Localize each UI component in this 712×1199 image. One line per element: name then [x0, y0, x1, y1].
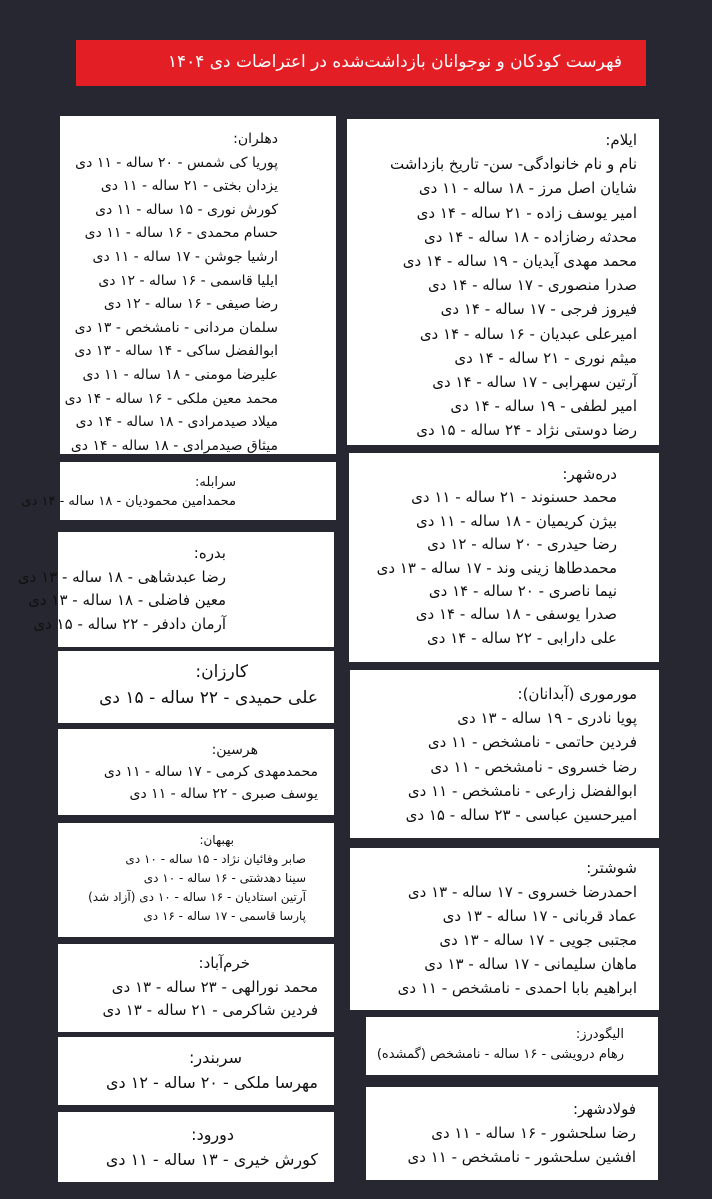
- list-item: علیرضا مومنی - ۱۸ ساله - ۱۱ دی: [82, 366, 278, 383]
- section-heading: سرابله:: [195, 475, 236, 490]
- list-item: رضا خسروی - نامشخص - ۱۱ دی: [430, 757, 637, 776]
- list-item: نیما ناصری - ۲۰ ساله - ۱۴ دی: [428, 582, 617, 601]
- section-heading: شوشتر:: [586, 859, 637, 877]
- list-item: محدثه رضازاده - ۱۸ ساله - ۱۴ دی: [424, 227, 637, 246]
- section-dorud: [58, 1112, 334, 1182]
- list-item: ارشیا جوشن - ۱۷ ساله - ۱۱ دی: [92, 248, 278, 265]
- list-item: علی حمیدی - ۲۲ ساله - ۱۵ دی: [99, 688, 318, 708]
- section-badreh: [17, 532, 334, 647]
- list-item: احمدرضا خسروی - ۱۷ ساله - ۱۳ دی: [407, 883, 637, 901]
- list-item: مجتبی جویی - ۱۷ ساله - ۱۳ دی: [439, 931, 637, 949]
- list-item: امیرحسین عباسی - ۲۳ ساله - ۱۵ دی: [405, 806, 637, 825]
- section-ilam: [347, 119, 659, 445]
- list-item: یزدان بختی - ۲۱ ساله - ۱۱ دی: [100, 178, 278, 195]
- section-harsin: [58, 729, 334, 815]
- list-item: کورش نوری - ۱۵ ساله - ۱۱ دی: [95, 201, 278, 218]
- list-item: رضا حیدری - ۲۰ ساله - ۱۲ دی: [427, 535, 617, 554]
- list-item: پویا نادری - ۱۹ ساله - ۱۳ دی: [457, 709, 637, 728]
- section-heading: بدره:: [193, 544, 226, 562]
- section-aligudarz: [366, 1017, 658, 1075]
- section-fooladshahr: [366, 1087, 658, 1180]
- list-item: بیژن کریمیان - ۱۸ ساله - ۱۱ دی: [415, 511, 617, 530]
- list-item: ابراهیم بابا احمدی - نامشخص - ۱۱ دی: [397, 979, 637, 997]
- list-item: ایلیا قاسمی - ۱۶ ساله - ۱۲ دی: [98, 272, 278, 289]
- section-heading: فولادشهر:: [573, 1100, 636, 1118]
- list-item: پارسا قاسمی - ۱۷ ساله - ۱۶ دی: [143, 909, 306, 923]
- list-item: فردین حاتمی - نامشخص - ۱۱ دی: [427, 733, 637, 752]
- list-item: میلاد صیدمرادی - ۱۸ ساله - ۱۴ دی: [75, 414, 278, 431]
- list-item: معین فاضلی - ۱۸ ساله - ۱۳ دی: [28, 591, 226, 609]
- list-item: سلمان مردانی - نامشخص - ۱۳ دی: [74, 319, 278, 336]
- list-item: محمدمهدی کرمی - ۱۷ ساله - ۱۱ دی: [103, 764, 318, 780]
- list-item: میثم نوری - ۲۱ ساله - ۱۴ دی: [454, 348, 637, 367]
- list-item: محمدامین محمودیان - ۱۸ ساله - ۱۴ دی: [21, 494, 236, 509]
- list-item: آرمان دادفر - ۲۲ ساله - ۱۵ دی: [33, 614, 226, 633]
- list-item: نام و نام خانوادگی- سن- تاریخ بازداشت: [390, 155, 637, 174]
- section-heading: سربندر:: [188, 1048, 242, 1067]
- list-item: مهرسا ملکی - ۲۰ ساله - ۱۲ دی: [106, 1073, 318, 1092]
- list-item: امیر لطفی - ۱۹ ساله - ۱۴ دی: [450, 397, 637, 416]
- list-item: محمد نورالهی - ۲۳ ساله - ۱۳ دی: [111, 977, 318, 996]
- section-dehloran: [60, 116, 336, 454]
- list-item: آرتین سهرابی - ۱۷ ساله - ۱۴ دی: [432, 373, 637, 392]
- list-item: صدرا منصوری - ۱۷ ساله - ۱۴ دی: [428, 276, 637, 295]
- section-khorramabad: [58, 944, 334, 1032]
- list-item: آرتین استادیان - ۱۶ ساله - ۱۰ دی (آزاد شد): [88, 890, 306, 904]
- section-heading: الیگودرز:: [575, 1027, 624, 1042]
- list-item: صدرا یوسفی - ۱۸ ساله - ۱۴ دی: [415, 605, 617, 624]
- list-item: ماهان سلیمانی - ۱۷ ساله - ۱۳ دی: [424, 955, 637, 973]
- section-heading: دورود:: [191, 1125, 234, 1144]
- section-heading: کارزان:: [195, 662, 248, 682]
- list-item: امیر یوسف زاده - ۲۱ ساله - ۱۴ دی: [416, 203, 637, 222]
- list-item: رضا عبدشاهی - ۱۸ ساله - ۱۳ دی: [17, 567, 226, 586]
- section-sarbandar: [58, 1037, 334, 1105]
- page-title: فهرست کودکان و نوجوانان بازداشت‌شده در اعتراضات دی ۱۴۰۴: [76, 40, 646, 86]
- section-heading: دهلران:: [233, 131, 278, 147]
- section-shushtar: [350, 848, 659, 1010]
- list-item: میثاق صیدمرادی - ۱۸ ساله - ۱۴ دی: [70, 437, 278, 454]
- list-item: ابوالفضل زارعی - نامشخص - ۱۱ دی: [407, 781, 637, 800]
- section-heading: مورموری (آبدانان):: [517, 685, 637, 703]
- list-item: امیرعلی عبدیان - ۱۶ ساله - ۱۴ دی: [419, 324, 637, 343]
- list-item: رضا دوستی نژاد - ۲۴ ساله - ۱۵ دی: [416, 421, 637, 440]
- section-heading: هرسین:: [211, 742, 258, 758]
- list-item: محمد مهدی آیدیان - ۱۹ ساله - ۱۴ دی: [402, 252, 637, 271]
- list-item: کورش خیری - ۱۳ ساله - ۱۱ دی: [105, 1150, 318, 1169]
- section-sarableh: [21, 462, 336, 520]
- list-item: محمدطاها زینی وند - ۱۷ ساله - ۱۳ دی: [376, 558, 617, 577]
- list-item: محمد معین ملکی - ۱۶ ساله - ۱۴ دی: [64, 390, 278, 407]
- section-behbahan: [58, 823, 334, 937]
- list-item: سینا دهدشتی - ۱۶ ساله - ۱۰ دی: [143, 871, 306, 885]
- list-item: صابر وفائیان نژاد - ۱۵ ساله - ۱۰ دی: [125, 852, 306, 866]
- list-item: رضا صیفی - ۱۶ ساله - ۱۲ دی: [103, 296, 278, 313]
- list-item: شایان اصل مرز - ۱۸ ساله - ۱۱ دی: [418, 179, 637, 198]
- list-item: ابوالفضل ساکی - ۱۴ ساله - ۱۳ دی: [74, 343, 278, 360]
- list-item: رضا سلحشور - ۱۶ ساله - ۱۱ دی: [431, 1124, 636, 1142]
- section-darrehshahr: [349, 453, 659, 662]
- list-item: فیروز فرجی - ۱۷ ساله - ۱۴ دی: [440, 300, 637, 319]
- section-mormori: [350, 670, 659, 838]
- section-heading: خرم‌آباد:: [198, 954, 250, 972]
- section-karzan: [58, 651, 334, 723]
- list-item: محمد حسنوند - ۲۱ ساله - ۱۱ دی: [411, 488, 617, 507]
- list-item: علی دارابی - ۲۲ ساله - ۱۴ دی: [427, 628, 617, 647]
- section-heading: ایلام:: [605, 131, 637, 149]
- list-item: عماد قربانی - ۱۷ ساله - ۱۳ دی: [442, 907, 637, 925]
- list-item: حسام محمدی - ۱۶ ساله - ۱۱ دی: [84, 225, 278, 242]
- list-item: یوسف صبری - ۲۲ ساله - ۱۱ دی: [129, 786, 318, 802]
- section-heading: دره‌شهر:: [562, 465, 617, 483]
- list-item: فردین شاکرمی - ۲۱ ساله - ۱۳ دی: [102, 1001, 318, 1019]
- list-item: پوریا کی شمس - ۲۰ ساله - ۱۱ دی: [75, 154, 278, 171]
- list-item: رهام درویشی - ۱۶ ساله - نامشخص (گمشده): [376, 1047, 624, 1062]
- list-item: افشین سلحشور - نامشخص - ۱۱ دی: [407, 1148, 636, 1166]
- section-heading: بهبهان:: [199, 833, 234, 847]
